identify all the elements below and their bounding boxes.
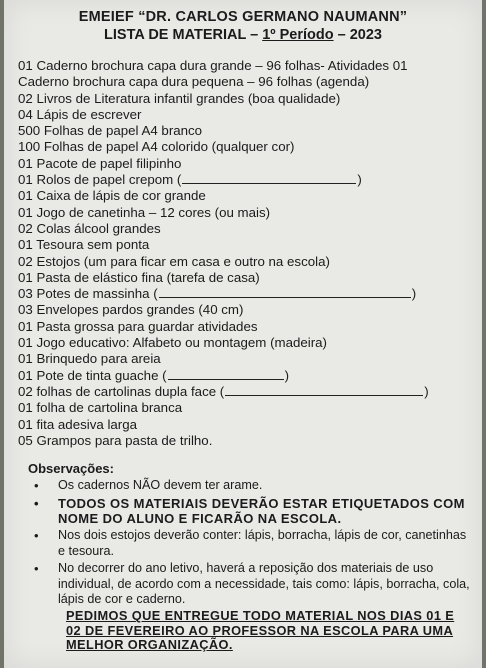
list-item: 500 Folhas de papel A4 branco [18,123,203,139]
fill-in-blank[interactable] [182,172,356,184]
list-item: 01 Jogo educativo: Alfabeto ou montagem (madeira) [18,335,327,351]
bullet-icon: • [34,561,39,577]
list-item: 01 Caderno brochura capa dura grande – 96 folhas- Atividades 01 [18,58,408,73]
list-item: 01 Caixa de lápis de cor grande [18,188,206,204]
bullet-icon: • [34,528,39,544]
observation-item: • No decorrer do ano letivo, haverá a reposição dos materiais de uso individual, de acordo com a necessidade, tais como: lápis, borracha, cola, lápis de cor e caderno. [34,561,470,606]
list-item: 01 Pasta grossa para guardar atividades [18,318,258,334]
list-item: 01 Pasta de elástico fina (tarefa de casa) [18,269,260,285]
list-item: 100 Folhas de papel A4 colorido (qualquer cor) [18,139,295,155]
observations-label: Observações: [28,461,114,477]
final-note: PEDIMOS QUE ENTREGUE TODO MATERIAL NOS DIAS 01 E 02 DE FEVEREIRO AO PROFESSOR NA ESCOLA PARA UMA MELHOR ORGANIZAÇÃO. [66,608,455,653]
list-item: 01 Brinquedo para areia [18,351,161,367]
title-prefix: LISTA DE MATERIAL – [104,27,263,43]
school-name: EMEIEF “DR. CARLOS GERMANO NAUMANN” [78,9,408,25]
fill-in-blank[interactable] [168,368,284,380]
fill-in-blank[interactable] [225,384,423,396]
list-item: 05 Grampos para pasta de trilho. [18,432,213,448]
list-title [4,26,482,44]
header [4,0,482,44]
list-item: 02 Estojos (um para ficar em casa e outro na escola) [18,253,330,269]
bullet-icon: • [34,478,39,494]
list-item: 02 Colas álcool grandes [18,220,161,236]
material-list-sheet [4,0,482,668]
observation-item: • Nos dois estojos deverão conter: lápis, borracha, lápis de cor, canetinhas e tesoura. [34,528,467,558]
list-item: 01 Tesoura sem ponta [18,237,150,253]
list-item: 02 folhas de cartolinas dupla face ( ) [18,383,429,399]
fill-in-blank[interactable] [159,286,411,298]
list-item: 01 Rolos de papel crepom ( ) [18,172,362,188]
list-item: 04 Lápis de escrever [18,106,142,122]
list-item: 02 Livros de Literatura infantil grandes (boa qualidade) [18,90,341,106]
list-item: 01 fita adesiva larga [18,416,138,432]
list-item: 03 Envelopes pardos grandes (40 cm) [18,302,244,318]
observations-list [4,478,482,607]
list-item: 01 folha de cartolina branca [18,400,183,416]
period: 1º Período [262,27,334,43]
list-item: Caderno brochura capa dura pequena – 96 folhas (agenda) [18,74,370,90]
list-item: 03 Potes de massinha ( ) [18,286,417,302]
bullet-icon: • [34,495,39,511]
list-item: 01 Pote de tinta guache ( ) [18,367,290,383]
material-list [18,58,482,449]
observation-item: • TODOS OS MATERIAIS DEVERÃO ESTAR ETIQUETADOS COM NOME DO ALUNO E FICARÃO NA ESCOLA. [34,495,465,526]
title-suffix: – 2023 [333,27,382,43]
observation-item: • Os cadernos NÃO devem ter arame. [34,478,263,494]
list-item: 01 Jogo de canetinha – 12 cores (ou mais) [18,204,271,220]
list-item: 01 Pacote de papel filipinho [18,155,182,171]
